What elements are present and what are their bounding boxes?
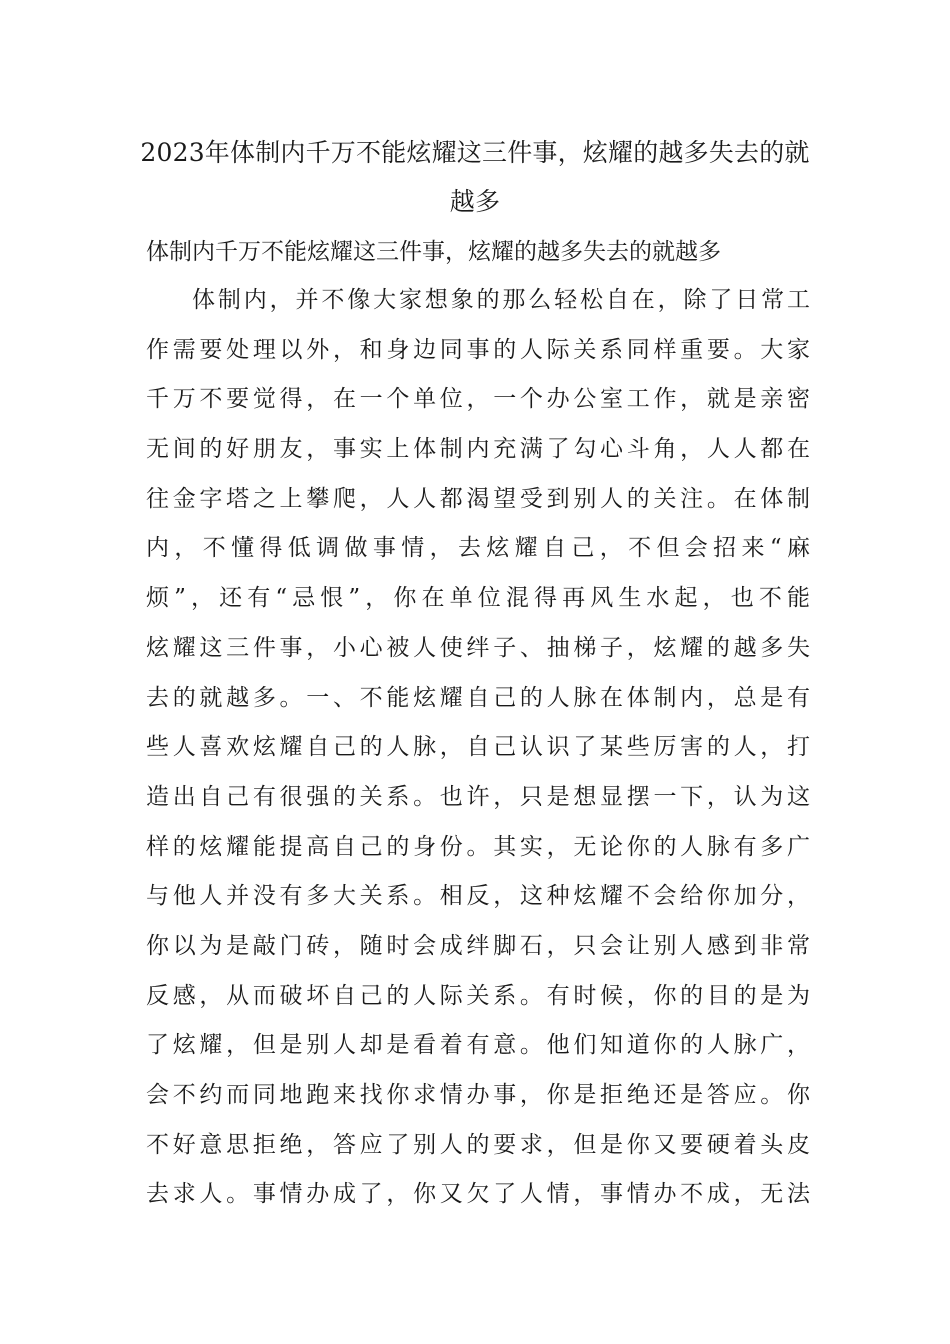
body-line: 内，不懂得低调做事情，去炫耀自己，不但会招来“麻 [146, 535, 810, 562]
document-title: 2023年体制内千万不能炫耀这三件事，炫耀的越多失去的就越多 [140, 138, 810, 216]
body-line: 不好意思拒绝，答应了别人的要求，但是你又要硬着头皮 [146, 1131, 810, 1158]
body-line: 往金字塔之上攀爬，人人都渴望受到别人的关注。在体制 [146, 485, 810, 512]
body-line: 体制内，并不像大家想象的那么轻松自在，除了日常工 [192, 287, 810, 313]
body-line: 炫耀这三件事，小心被人使绊子、抽梯子，炫耀的越多失 [146, 634, 810, 661]
body-line: 作需要处理以外，和身边同事的人际关系同样重要。大家 [146, 336, 810, 363]
document-subtitle: 体制内千万不能炫耀这三件事，炫耀的越多失去的就越多 [146, 239, 721, 265]
body-line: 无间的好朋友，事实上体制内充满了勾心斗角，人人都在 [146, 436, 810, 463]
body-line: 了炫耀，但是别人却是看着有意。他们知道你的人脉广， [146, 1032, 810, 1059]
document-body [146, 276, 810, 1220]
body-line: 反感，从而破坏自己的人际关系。有时候，你的目的是为 [146, 982, 810, 1009]
body-line: 烦”，还有“忌恨”，你在单位混得再风生水起，也不能 [146, 585, 810, 612]
body-line: 些人喜欢炫耀自己的人脉，自己认识了某些厉害的人，打 [146, 734, 810, 761]
body-line: 会不约而同地跑来找你求情办事，你是拒绝还是答应。你 [146, 1082, 810, 1108]
body-line: 去求人。事情办成了，你又欠了人情，事情办不成，无法 [146, 1181, 810, 1208]
body-line: 千万不要觉得，在一个单位，一个办公室工作，就是亲密 [146, 386, 810, 413]
body-line: 与他人并没有多大关系。相反，这种炫耀不会给你加分， [146, 883, 810, 910]
body-line: 造出自己有很强的关系。也许，只是想显摆一下，认为这 [146, 783, 810, 810]
body-line: 你以为是敲门砖，随时会成绊脚石，只会让别人感到非常 [146, 932, 810, 959]
body-line: 去的就越多。一、不能炫耀自己的人脉在体制内，总是有 [146, 684, 810, 711]
body-line: 样的炫耀能提高自己的身份。其实，无论你的人脉有多广 [146, 833, 810, 860]
